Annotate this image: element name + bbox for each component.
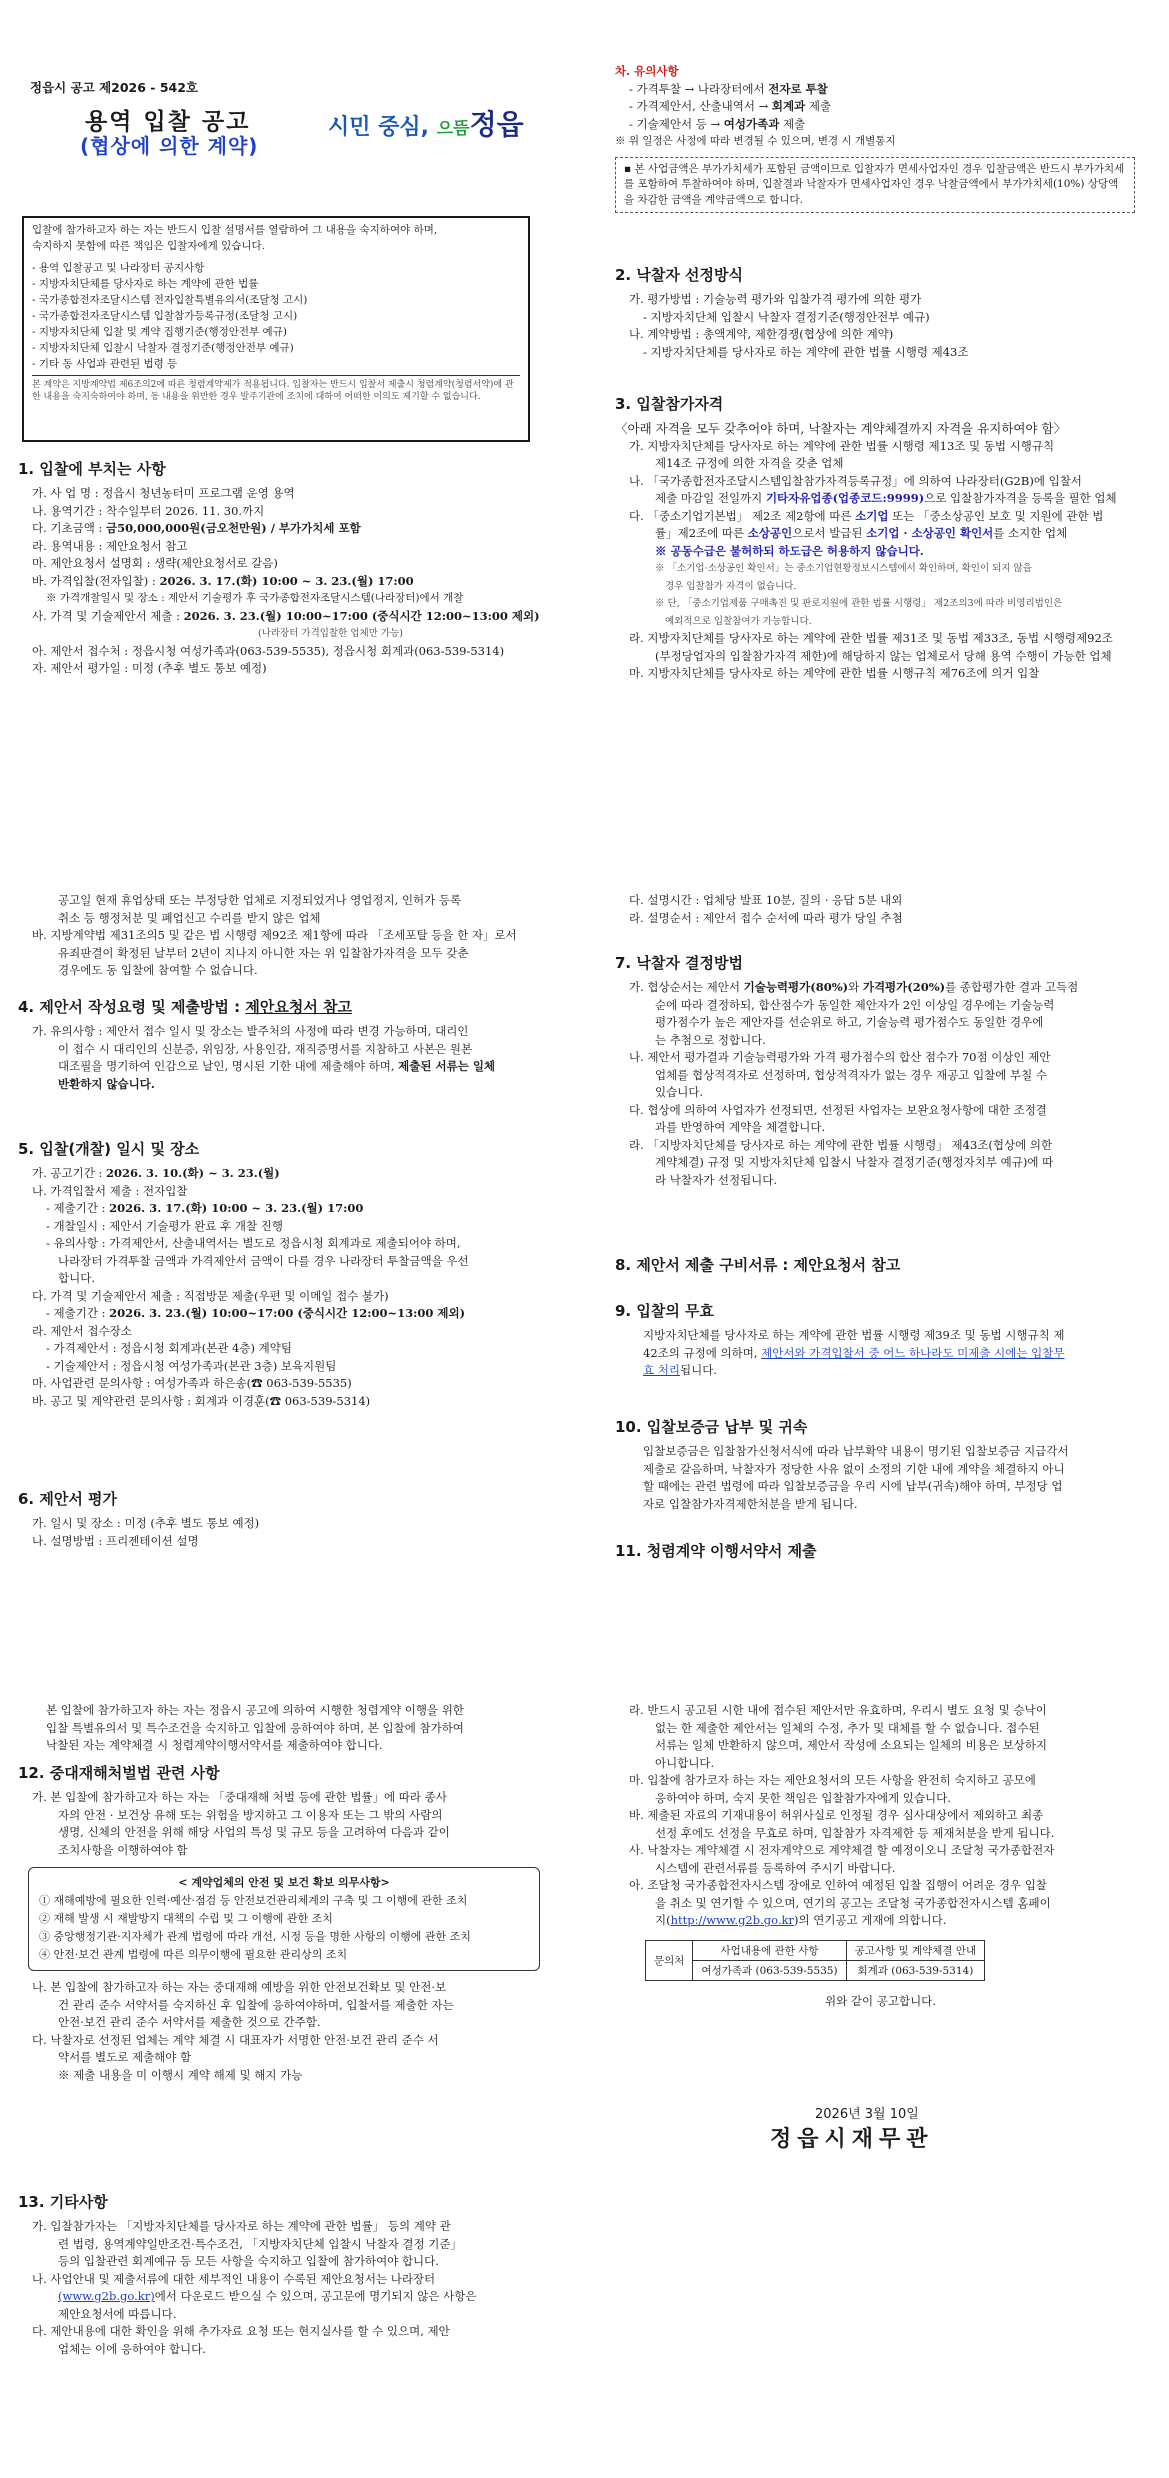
- intro-line: - 기타 동 사업과 관련된 법령 등: [32, 358, 178, 370]
- g2b-url-link[interactable]: http://www.g2b.go.kr: [670, 1913, 794, 1927]
- notice-number: 정읍시 공고 제2026 - 542호: [30, 80, 199, 95]
- section-6-continued: 다. 설명시간 : 업체당 발표 10분, 질의 · 응답 5분 내외 라. 설명순서 : 제안서 접수 순서에 따라 평가 당일 추첨: [629, 893, 903, 925]
- intro-line: - 지방자치단체 입찰시 낙찰자 결정기준(행정안전부 예규): [32, 342, 294, 354]
- vat-notice-box: ▪ 본 사업금액은 부가가치세가 포함된 금액이므로 입찰자가 면세사업자인 경우 입찰금액은 반드시 부가가치세를 포함하여 투찰하여야 하며, 입찰결과 낙찰자가 면세사업자인 경우 낙찰금액에서 부가가치세(10%) 상당액을 차감한 금액을 계약금액으로 합니다.: [615, 157, 1135, 214]
- intro-notice-box: [22, 216, 530, 442]
- contact-col1-head: 사업내용에 관한 사항: [693, 1940, 846, 1960]
- intro-line: - 용역 입찰공고 및 나라장터 공지사항: [32, 262, 205, 274]
- intro-line: - 국가종합전자조달시스템 전자입찰특별유의서(조달청 고시): [32, 294, 308, 306]
- section-13: 13. 기타사항 가. 입찰참가자는 「지방자치단체를 당사자로 하는 계약에 관한 법률」 등의 계약 관 련 법령, 용역계약일반조건·특수조건, 「지방자치단체 입찰시 낙찰자 결정 기준」 등의 입찰관련 회계예규 등 모든 사항을 숙지하고 입찰에 참가하여야 합니다. 나. 사업안내 및 제출서류에 대한 세부적인 내용이 수록된 제안요청서는 나라장터 (www.g2b.go.kr)에서 다운로드 받으실 수 있으며, 공고문에 명기되지 않은 사항은 제안요청서에 따릅니다. 다. 제안내용에 대한 확인을 위해 추가자료 요청 또는 현지실사를 할 수 있으며, 제안 업체는 이에 응하여야 합니다.: [18, 2191, 538, 2358]
- section-1: 1. 입찰에 부치는 사항 가. 사 업 명 : 정읍시 청년농터미 프로그램 운영 용역 나. 용역기간 : 착수일부터 2026. 11. 30.까지 다. 기초금액 : 금50,000,000원(금오천만원) / 부가가치세 포함 라. 용역내용 : 제안요청서 참고 마. 제안요청서 설명회 : 생략(제안요청서로 갈음) 바. 가격입찰(전자입찰) : 2026. 3. 17.(화) 10:00 ~ 3. 23.(월) 17:00 ※ 가격개찰일시 및 장소 : 제안서 기술평가 후 국가종합전자조달시스템(나라장터)에서 개찰 사. 가격 및 기술제안서 제출 : 2026. 3. 23.(월) 10:00~17:00 (중식시간 12:00~13:00 제외) (나라장터 가격입찰한 업체만 가능) 아. 제안서 접수처 : 정읍시청 여성가족과(063-539-5535), 정읍시청 회계과(063-539-5314) 자. 제안서 평가일 : 미정 (추후 별도 통보 예정): [18, 460, 540, 675]
- section-heading: 9. 입찰의 무효: [615, 1302, 715, 1320]
- contact-col2-head: 공고사항 및 계약체결 안내: [846, 1940, 985, 1960]
- section-heading: 7. 낙찰자 결정방법: [615, 954, 744, 972]
- section-heading: 3. 입찰참가자격: [615, 395, 724, 413]
- section-6: 6. 제안서 평가 가. 일시 및 장소 : 미정 (추후 별도 통보 예정) 나. 설명방법 : 프리젠테이션 설명: [18, 1488, 538, 1550]
- section-9: 9. 입찰의 무효 지방자치단체를 당사자로 하는 계약에 관한 법률 시행령 제39조 및 동법 시행규칙 제 42조의 규정에 의하며, 제안서와 가격입찰서 중 어느 하나라도 미제출 시에는 입찰무 효 처리됩니다.: [615, 1300, 1135, 1380]
- contact-table: [645, 1940, 985, 1981]
- intro-line: - 지방자치단체 입찰 및 계약 집행기준(행정안전부 예규): [32, 326, 287, 338]
- intro-line: 입찰에 참가하고자 하는 자는 반드시 입찰 설명서를 열람하여 그 내용을 숙지하여야 하며,: [32, 224, 438, 236]
- section-12: 12. 중대재해처벌법 관련 사항 가. 본 입찰에 참가하고자 하는 자는 「중대재해 처벌 등에 관한 법률」에 따라 종사 자의 안전 · 보건상 유해 또는 위험을 방지하고 그 이용자 또는 그 밖의 사람의 생명, 신체의 안전을 위해 해당 사업의 특성 및 규모 등을 고려하여 다음과 같이 조치사항을 이행하여야 함 < 계약업체의 안전 및 보건 확보 의무사항> ① 재해예방에 필요한 인력·예산·점검 등 안전보건관리체계의 구축 및 그 이행에 관한 조치 ② 재해 발생 시 재발방지 대책의 수립 및 그 이행에 관한 조치 ③ 중앙행정기관·지자체가 관계 법령에 따라 개선, 시정 등을 명한 사항의 이행에 관한 조치 ④ 안전·보건 관계 법령에 따른 의무이행에 필요한 관리상의 조치 나. 본 입찰에 참가하고자 하는 자는 중대재해 예방을 위한 안전보건확보 및 안전·보 건 관리 준수 서약서를 숙지하신 후 입찰에 응하여야하며, 입찰서를 제출한 자는 안전·보건 관리 준수 서약서를 제출한 것으로 간주함. 다. 낙찰자로 선정된 업체는 계약 체결 시 대표자가 서명한 안전·보건 관리 준수 서 약서를 별도로 제출해야 함 ※ 제출 내용을 미 이행시 계약 해제 및 해지 가능: [18, 1762, 538, 2084]
- notice-date: 2026년 3월 10일: [815, 2107, 919, 2122]
- page-1: [0, 0, 1169, 826]
- section-heading: 1. 입찰에 부치는 사항: [18, 460, 166, 478]
- section-5: 5. 입찰(개찰) 일시 및 장소 가. 공고기간 : 2026. 3. 10.(화) ~ 3. 23.(월) 나. 가격입찰서 제출 : 전자입찰 - 제출기간 : 2026. 3. 17.(화) 10:00 ~ 3. 23.(월) 17:00 - 개찰일시 : 제안서 기술평가 완료 후 개찰 진행 - 유의사항 : 가격제안서, 산출내역서는 별도로 정읍시청 회계과로 제출되어야 하며, 나라장터 가격투찰 금액과 가격제안서 금액이 다를 경우 나라장터 투찰금액을 우선 합니다. 다. 가격 및 기술제안서 제출 : 직접방문 제출(우편 및 이메일 접수 불가) - 제출기간 : 2026. 3. 23.(월) 10:00~17:00 (중식시간 12:00~13:00 제외) 라. 제안서 접수장소 - 가격제안서 : 정읍시청 회계과(본관 4층) 계약팀 - 기술제안서 : 정읍시청 여성가족과(본관 3층) 보육지원팀 마. 사업관련 문의사항 : 여성가족과 하은송(☎ 063-539-5535) 바. 공고 및 계약관련 문의사항 : 회계과 이경훈(☎ 063-539-5314): [18, 1138, 538, 1410]
- safety-duties-box: < 계약업체의 안전 및 보건 확보 의무사항> ① 재해예방에 필요한 인력·예산·점검 등 안전보건관리체계의 구축 및 그 이행에 관한 조치 ② 재해 발생 시 재발방지 대책의 수립 및 그 이행에 관한 조치 ③ 중앙행정기관·지자체가 관계 법령에 따라 개선, 시정 등을 명한 사항의 이행에 관한 조치 ④ 안전·보건 관계 법령에 따른 의무이행에 필요한 관리상의 조치: [28, 1867, 540, 1971]
- intro-line: - 지방자치단체를 당사자로 하는 계약에 관한 법률: [32, 278, 259, 290]
- section-11: [615, 1540, 1135, 1561]
- contact-label: 문의처: [646, 1940, 693, 1980]
- section-10: 10. 입찰보증금 납부 및 귀속 입찰보증금은 입찰참가신청서식에 따라 납부확약 내용이 명기된 입찰보증금 지급각서 제출로 갈음하며, 낙찰자가 정당한 사유 없이 소정의 기한 내에 계약을 체결하지 아니 할 때에는 관련 법령에 따라 입찰보증금을 우리 시에 납부(귀속)해야 하며, 부정당 업 자로 입찰참가자격제한처분을 받게 됩니다.: [615, 1416, 1135, 1513]
- section-heading: 6. 제안서 평가: [18, 1490, 118, 1508]
- page-2: [0, 826, 1169, 1652]
- g2b-link[interactable]: (www.g2b.go.kr): [58, 2289, 155, 2303]
- contact-col2-value: 회계과 (063-539-5314): [846, 1960, 985, 1980]
- closing-text: 위와 같이 공고합니다.: [825, 1993, 936, 2008]
- section-8: [615, 1254, 1135, 1275]
- section-heading: 13. 기타사항: [18, 2193, 108, 2211]
- integrity-note: 본 계약은 지방계약법 제6조의2에 따른 청렴계약제가 적용됩니다. 입찰자는 반드시 입찰서 제출시 청렴계약(청렴서약)에 관한 내용을 숙지숙하여야 하며, 동 내용을 위반한 경우 발주기관에 조치에 대하여 어떠한 이의도 제기할 수 없습니다.: [32, 380, 514, 402]
- city-slogan-logo: 시민 중심, 으뜸정읍: [328, 108, 524, 141]
- section-heading: 4. 제안서 작성요령 및 제출방법 : 제안요청서 참고: [18, 998, 353, 1016]
- section-13-continued: 라. 반드시 공고된 시한 내에 접수된 제안서만 유효하며, 우리시 별도 요청 및 승낙이 없는 한 제출한 제안서는 일체의 수정, 추가 및 대체를 할 수 없습니다. 접수된 서류는 일체 반환하지 않으며, 제안서 작성에 소요되는 일체의 비용은 보상하지 아니합니다. 마. 입찰에 참가코자 하는 자는 제안요청서의 모든 사항을 완전히 숙지하고 공모에 응하여야 하며, 숙지 못한 책임은 입찰참가자에게 있습니다. 바. 제출된 자료의 기재내용이 허위사실로 인정될 경우 심사대상에서 제외하고 최종 선정 후에도 선정을 무효로 하며, 입찰참가 자격제한 등 제재처분을 받게 됩니다. 사. 낙찰자는 계약체결 시 전자계약으로 계약체결 할 예정이오니 조달청 국가종합전자 시스템에 관련서류를 등록하여 주시기 바랍니다. 아. 조달청 국가종합전자시스템 장애로 인하여 예정된 입찰 집행이 어려운 경우 입찰 을 취소 및 연기할 수 있으며, 연기의 공고는 조달청 국가종합전자시스템 홈페이 지(http://www.g2b.go.kr)의 연기공고 게재에 의합니다. 문의처 사업내용에 관한 사항 공고사항 및 계약체결 안내 여성가족과 (063-539-5535) 회계과 (063-539-5314) 위와 같이 공고합니다.: [615, 1702, 1135, 2010]
- intro-line: - 국가종합전자조달시스템 입찰참가등록규정(조달청 고시): [32, 310, 298, 322]
- section-11-continued: 본 입찰에 참가하고자 하는 자는 정읍시 공고에 의하여 시행한 청렴계약 이행을 위한 입찰 특별유의서 및 특수조건을 숙지하고 입찰에 응하여야 하며, 본 입찰에 참가하여 낙찰된 자는 계약체결 시 청렴계약이행서약서를 제출하여야 합니다.: [46, 1703, 464, 1752]
- section-2: 2. 낙찰자 선정방식 가. 평가방법 : 기술능력 평가와 입찰가격 평가에 의한 평가 - 지방자치단체 입찰시 낙찰자 결정기준(행정안전부 예규) 나. 계약방법 : 총액계약, 제한경쟁(협상에 의한 계약) - 지방자치단체를 당사자로 하는 계약에 관한 법률 시행령 제43조: [615, 264, 1135, 361]
- section-heading: 11. 청렴계약 이행서약서 제출: [615, 1542, 817, 1560]
- precautions: 차. 유의사항 - 가격투찰 → 나라장터에서 전자로 투찰 - 가격제안서, 산출내역서 → 회계과 제출 - 기술제안서 등 → 여성가족과 제출 ※ 위 일정은 사정에 따라 변경될 수 있으며, 변경 시 개별통지 ▪ 본 사업금액은 부가가치세가 포함된 금액이므로 입찰자가 면세사업자인 경우 입찰금액은 반드시 부가가치세를 포함하여 투찰하여야 하며, 입찰결과 낙찰자가 면세사업자인 경우 낙찰금액에서 부가가치세(10%) 상당액을 차감한 금액을 계약금액으로 합니다.: [615, 63, 1135, 213]
- section-heading: 5. 입찰(개찰) 일시 및 장소: [18, 1140, 200, 1158]
- intro-line: 숙지하지 못함에 따른 책임은 입찰자에게 있습니다.: [32, 240, 266, 252]
- section-3-continued: 공고일 현재 휴업상태 또는 부정당한 업체로 지정되었거나 영업정지, 인허가 등록 취소 등 행정처분 및 폐업신고 수리를 받지 않은 업체 바. 지방계약법 제31조의5 및 같은 법 시행령 제92조 제1항에 따라 「조세포탈 등을 한 자」로서 유죄판결이 확정된 날부터 2년이 지나지 아니한 자는 위 입찰참가자격을 모두 갖춘 경우에도 동 입찰에 참여할 수 없습니다.: [32, 893, 517, 977]
- page-title: 용역 입찰 공고: [85, 109, 251, 135]
- section-heading: 12. 중대재해처벌법 관련 사항: [18, 1764, 220, 1782]
- page-subtitle: (협상에 의한 계약): [80, 134, 259, 158]
- page-3: [0, 1652, 1169, 2478]
- section-3: 3. 입찰참가자격 〈아래 자격을 모두 갖추어야 하며, 낙찰자는 계약체결까지 자격을 유지하여야 함〉 가. 지방자치단체를 당사자로 하는 계약에 관한 법률 시행령 제13조 및 동법 시행규칙 제14조 규정에 의한 자격을 갖춘 업체 나. 「국가종합전자조달시스템입찰참가자격등록규정」에 의하여 나라장터(G2B)에 입찰서 제출 마감일 전일까지 기타자유업종(업종코드:9999)으로 입찰참가자격을 등록을 필한 업체 다. 「중소기업기본법」 제2조 제2항에 따른 소기업 또는 「중소상공인 보호 및 지원에 관한 법 률」제2조에 따른 소상공인으로서 발급된 소기업 · 소상공인 확인서를 소지한 업체 ※ 공동수급은 불허하되 하도급은 허용하지 않습니다. ※ 「소기업·소상공인 확인서」는 중소기업현황정보시스템에서 확인하며, 확인이 되지 않을 경우 입찰참가 자격이 없습니다. ※ 단, 「중소기업제품 구매촉진 및 판로지원에 관한 법률 시행령」 제2조의3에 따라 비영리법인은 예외적으로 입찰참여가 가능합니다. 라. 지방자치단체를 당사자로 하는 계약에 관한 법률 제31조 및 동법 제33조, 동법 시행령제92조 (부정당업자의 입찰참가자격 제한)에 해당하지 않는 업체로서 당해 용역 수행이 가능한 업체 마. 지방자치단체를 당사자로 하는 계약에 관한 법률 시행규칙 제76조에 의거 입찰: [615, 393, 1135, 683]
- section-heading: 2. 낙찰자 선정방식: [615, 266, 744, 284]
- section-7: 7. 낙찰자 결정방법 가. 협상순서는 제안서 기술능력평가(80%)와 가격평가(20%)를 종합평가한 결과 고득점 순에 따라 결정하되, 합산점수가 동일한 제안자가 2인 이상일 경우에는 기술능력 평가점수가 높은 제안자를 선순위로 하고, 기술능력 평가점수도 동일한 경우에 는 추첨으로 정합니다. 나. 제안서 평가결과 기술능력평가와 가격 평가점수의 합산 점수가 70점 이상인 제안 업체를 협상적격자로 선정하며, 협상적격자가 없는 경우 재공고 입찰에 부칠 수 있습니다. 다. 협상에 의하여 사업자가 선정되면, 선정된 사업자는 보완요청사항에 대한 조정결 과를 반영하여 계약을 체결합니다. 라. 「지방자치단체를 당사자로 하는 계약에 관한 법률 시행령」 제43조(협상에 의한 계약체결) 규정 및 지방자치단체 입찰시 낙찰자 결정기준(행정자치부 예규)에 따 라 낙찰자가 선정됩니다.: [615, 952, 1135, 1189]
- signer-name: 정읍시재무관: [770, 2127, 934, 2152]
- contact-col1-value: 여성가족과 (063-539-5535): [693, 1960, 846, 1980]
- section-heading: 8. 제안서 제출 구비서류 : 제안요청서 참고: [615, 1256, 901, 1274]
- section-4: 4. 제안서 작성요령 및 제출방법 : 제안요청서 참고 가. 유의사항 : 제안서 접수 일시 및 장소는 발주처의 사정에 따라 변경 가능하며, 대리인 이 접수 시 대리인의 신분증, 위임장, 사용인감, 재직증명서를 지참하고 사본은 원본 대조필을 명기하여 인감으로 날인, 명시된 기한 내에 제출해야 하며, 제출된 서류는 일체 반환하지 않습니다.: [18, 996, 538, 1093]
- section-heading: 10. 입찰보증금 납부 및 귀속: [615, 1418, 808, 1436]
